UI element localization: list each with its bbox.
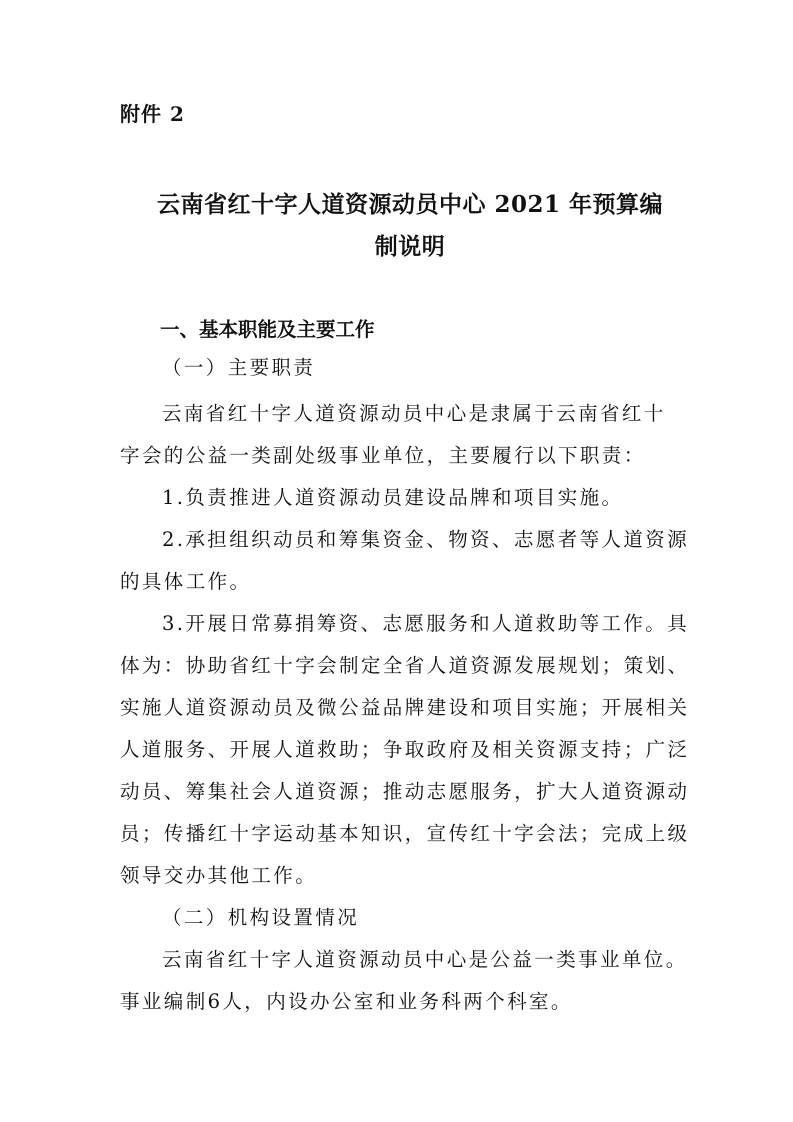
duty-item-3-line-4: 人道服务、开展人道救助；争取政府及相关资源支持；广泛	[120, 738, 690, 761]
organization-body-line-2: 事业编制6人，内设办公室和业务科两个科室。	[120, 990, 573, 1013]
document-title-line-2: 制说明	[374, 233, 446, 260]
duty-item-3-line-2: 体为：协助省红十字会制定全省人道资源发展规划；策划、	[120, 654, 690, 677]
attachment-label: 附件 2	[120, 102, 185, 126]
duties-intro-line-1: 云南省红十字人道资源动员中心是隶属于云南省红十	[162, 402, 666, 425]
duties-intro-line-2: 字会的公益一类副处级事业单位，主要履行以下职责：	[120, 444, 646, 467]
section-heading-basic-functions: 一、基本职能及主要工作	[160, 318, 375, 341]
duty-item-2-line-1: 2.承担组织动员和筹集资金、物资、志愿者等人道资源	[162, 528, 690, 551]
duty-item-3-line-3: 实施人道资源动员及微公益品牌建设和项目实施；开展相关	[120, 696, 690, 719]
duty-item-1: 1.负责推进人道资源动员建设品牌和项目实施。	[162, 486, 624, 509]
duty-item-3-line-6: 员；传播红十字运动基本知识，宣传红十字会法；完成上级	[120, 822, 690, 845]
organization-body-line-1: 云南省红十字人道资源动员中心是公益一类事业单位。	[162, 948, 688, 971]
subsection-heading-main-duties: （一）主要职责	[162, 356, 316, 379]
duty-item-2-line-2: 的具体工作。	[120, 570, 252, 593]
document-title-line-1: 云南省红十字人道资源动员中心 2021 年预算编	[156, 191, 664, 218]
duty-item-3-line-5: 动员、筹集社会人道资源；推动志愿服务，扩大人道资源动	[120, 780, 690, 803]
subsection-heading-organization: （二）机构设置情况	[162, 906, 360, 929]
duty-item-3-line-7: 领导交办其他工作。	[120, 864, 318, 887]
duty-item-3-line-1: 3.开展日常募捐筹资、志愿服务和人道救助等工作。具	[162, 612, 690, 635]
